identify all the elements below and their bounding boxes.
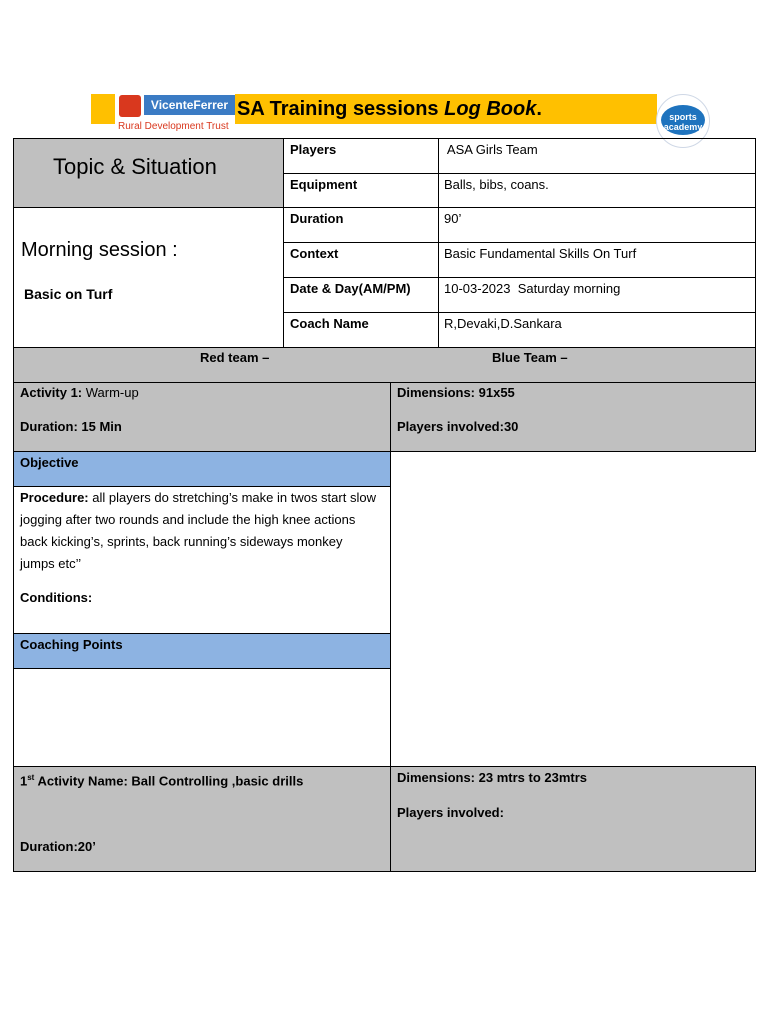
activity2-title bbox=[20, 770, 303, 789]
activity1-label: Activity 1: bbox=[20, 385, 83, 400]
players-value: ASA Girls Team bbox=[444, 142, 538, 157]
conditions-label: Conditions: bbox=[20, 590, 93, 605]
procedure-text bbox=[20, 487, 380, 575]
info-label-cell bbox=[283, 277, 439, 313]
info-value-cell bbox=[438, 242, 756, 278]
context-label: Context bbox=[290, 246, 339, 261]
info-value-cell bbox=[438, 173, 756, 208]
activity2-details-cell bbox=[390, 766, 756, 872]
activity2-dimensions: Dimensions: 23 mtrs to 23mtrs bbox=[397, 770, 588, 785]
activity1-cell bbox=[13, 382, 391, 452]
title-end: . bbox=[536, 98, 542, 120]
duration-value: 90’ bbox=[444, 211, 462, 226]
info-label-cell bbox=[283, 207, 439, 243]
activity2-sup: st bbox=[27, 773, 35, 782]
activity1-duration: Duration: 15 Min bbox=[20, 419, 122, 434]
info-value-cell bbox=[438, 277, 756, 313]
coach-value: R,Devaki,D.Sankara bbox=[444, 316, 562, 331]
session-subtitle: Basic on Turf bbox=[24, 286, 113, 302]
activity1-name: Warm-up bbox=[82, 385, 139, 400]
info-label-cell bbox=[283, 173, 439, 208]
brand-subtitle: Rural Development Trust bbox=[118, 121, 229, 132]
procedure-cell bbox=[13, 486, 391, 634]
activity2-cell bbox=[13, 766, 391, 872]
activity1-players: Players involved:30 bbox=[397, 419, 519, 434]
activity2-prefix: 1 bbox=[20, 773, 28, 789]
duration-label: Duration bbox=[290, 211, 344, 226]
coaching-points-body bbox=[13, 668, 391, 767]
activity1-title bbox=[20, 385, 139, 401]
vicente-ferrer-emblem-icon bbox=[119, 95, 141, 117]
activity2-duration: Duration:20’ bbox=[20, 839, 96, 854]
context-value: Basic Fundamental Skills On Turf bbox=[444, 246, 637, 261]
title-main: SA Training sessions bbox=[237, 98, 445, 120]
title-italic: Log Book bbox=[444, 98, 537, 120]
equipment-label: Equipment bbox=[290, 177, 358, 192]
objective-cell bbox=[13, 451, 391, 487]
date-value: 10-03-2023 Saturday morning bbox=[444, 281, 621, 296]
procedure-body: all players do stretching’s make in twos start slow jogging after two rounds and include the high knee actions back kicking’s, sprints, back running’s sideways monkey jumps etc’’ bbox=[20, 490, 376, 571]
procedure-label: Procedure: bbox=[20, 490, 89, 505]
info-value-cell bbox=[438, 138, 756, 174]
coaching-points-cell bbox=[13, 633, 391, 669]
topic-heading-cell bbox=[13, 138, 284, 208]
coach-label: Coach Name bbox=[290, 316, 369, 331]
activity1-details-cell bbox=[390, 382, 756, 452]
info-label-cell bbox=[283, 312, 439, 348]
objective-label: Objective bbox=[20, 455, 79, 470]
info-label-cell bbox=[283, 242, 439, 278]
info-value-cell bbox=[438, 207, 756, 243]
coaching-points-label: Coaching Points bbox=[20, 637, 123, 652]
brand-name: VicenteFerrer bbox=[144, 95, 235, 115]
info-value-cell bbox=[438, 312, 756, 348]
logo-text: sports academy bbox=[663, 112, 703, 132]
date-label: Date & Day(AM/PM) bbox=[290, 281, 411, 296]
teams-row bbox=[13, 347, 756, 383]
activity2-name: Activity Name: Ball Controlling ,basic drills bbox=[34, 773, 304, 789]
topic-heading: Topic & Situation bbox=[53, 154, 217, 179]
activity2-players: Players involved: bbox=[397, 805, 504, 820]
session-title: Morning session : bbox=[21, 239, 178, 261]
session-cell bbox=[13, 207, 284, 348]
info-label-cell bbox=[283, 138, 439, 174]
activity1-dimensions: Dimensions: 91x55 bbox=[397, 385, 515, 400]
blue-team-label: Blue Team – bbox=[492, 350, 568, 365]
red-team-label: Red team – bbox=[200, 350, 270, 365]
page-title bbox=[237, 96, 542, 122]
equipment-value: Balls, bibs, coans. bbox=[444, 177, 549, 192]
players-label: Players bbox=[290, 142, 337, 157]
activity1-blank-area bbox=[390, 451, 756, 767]
